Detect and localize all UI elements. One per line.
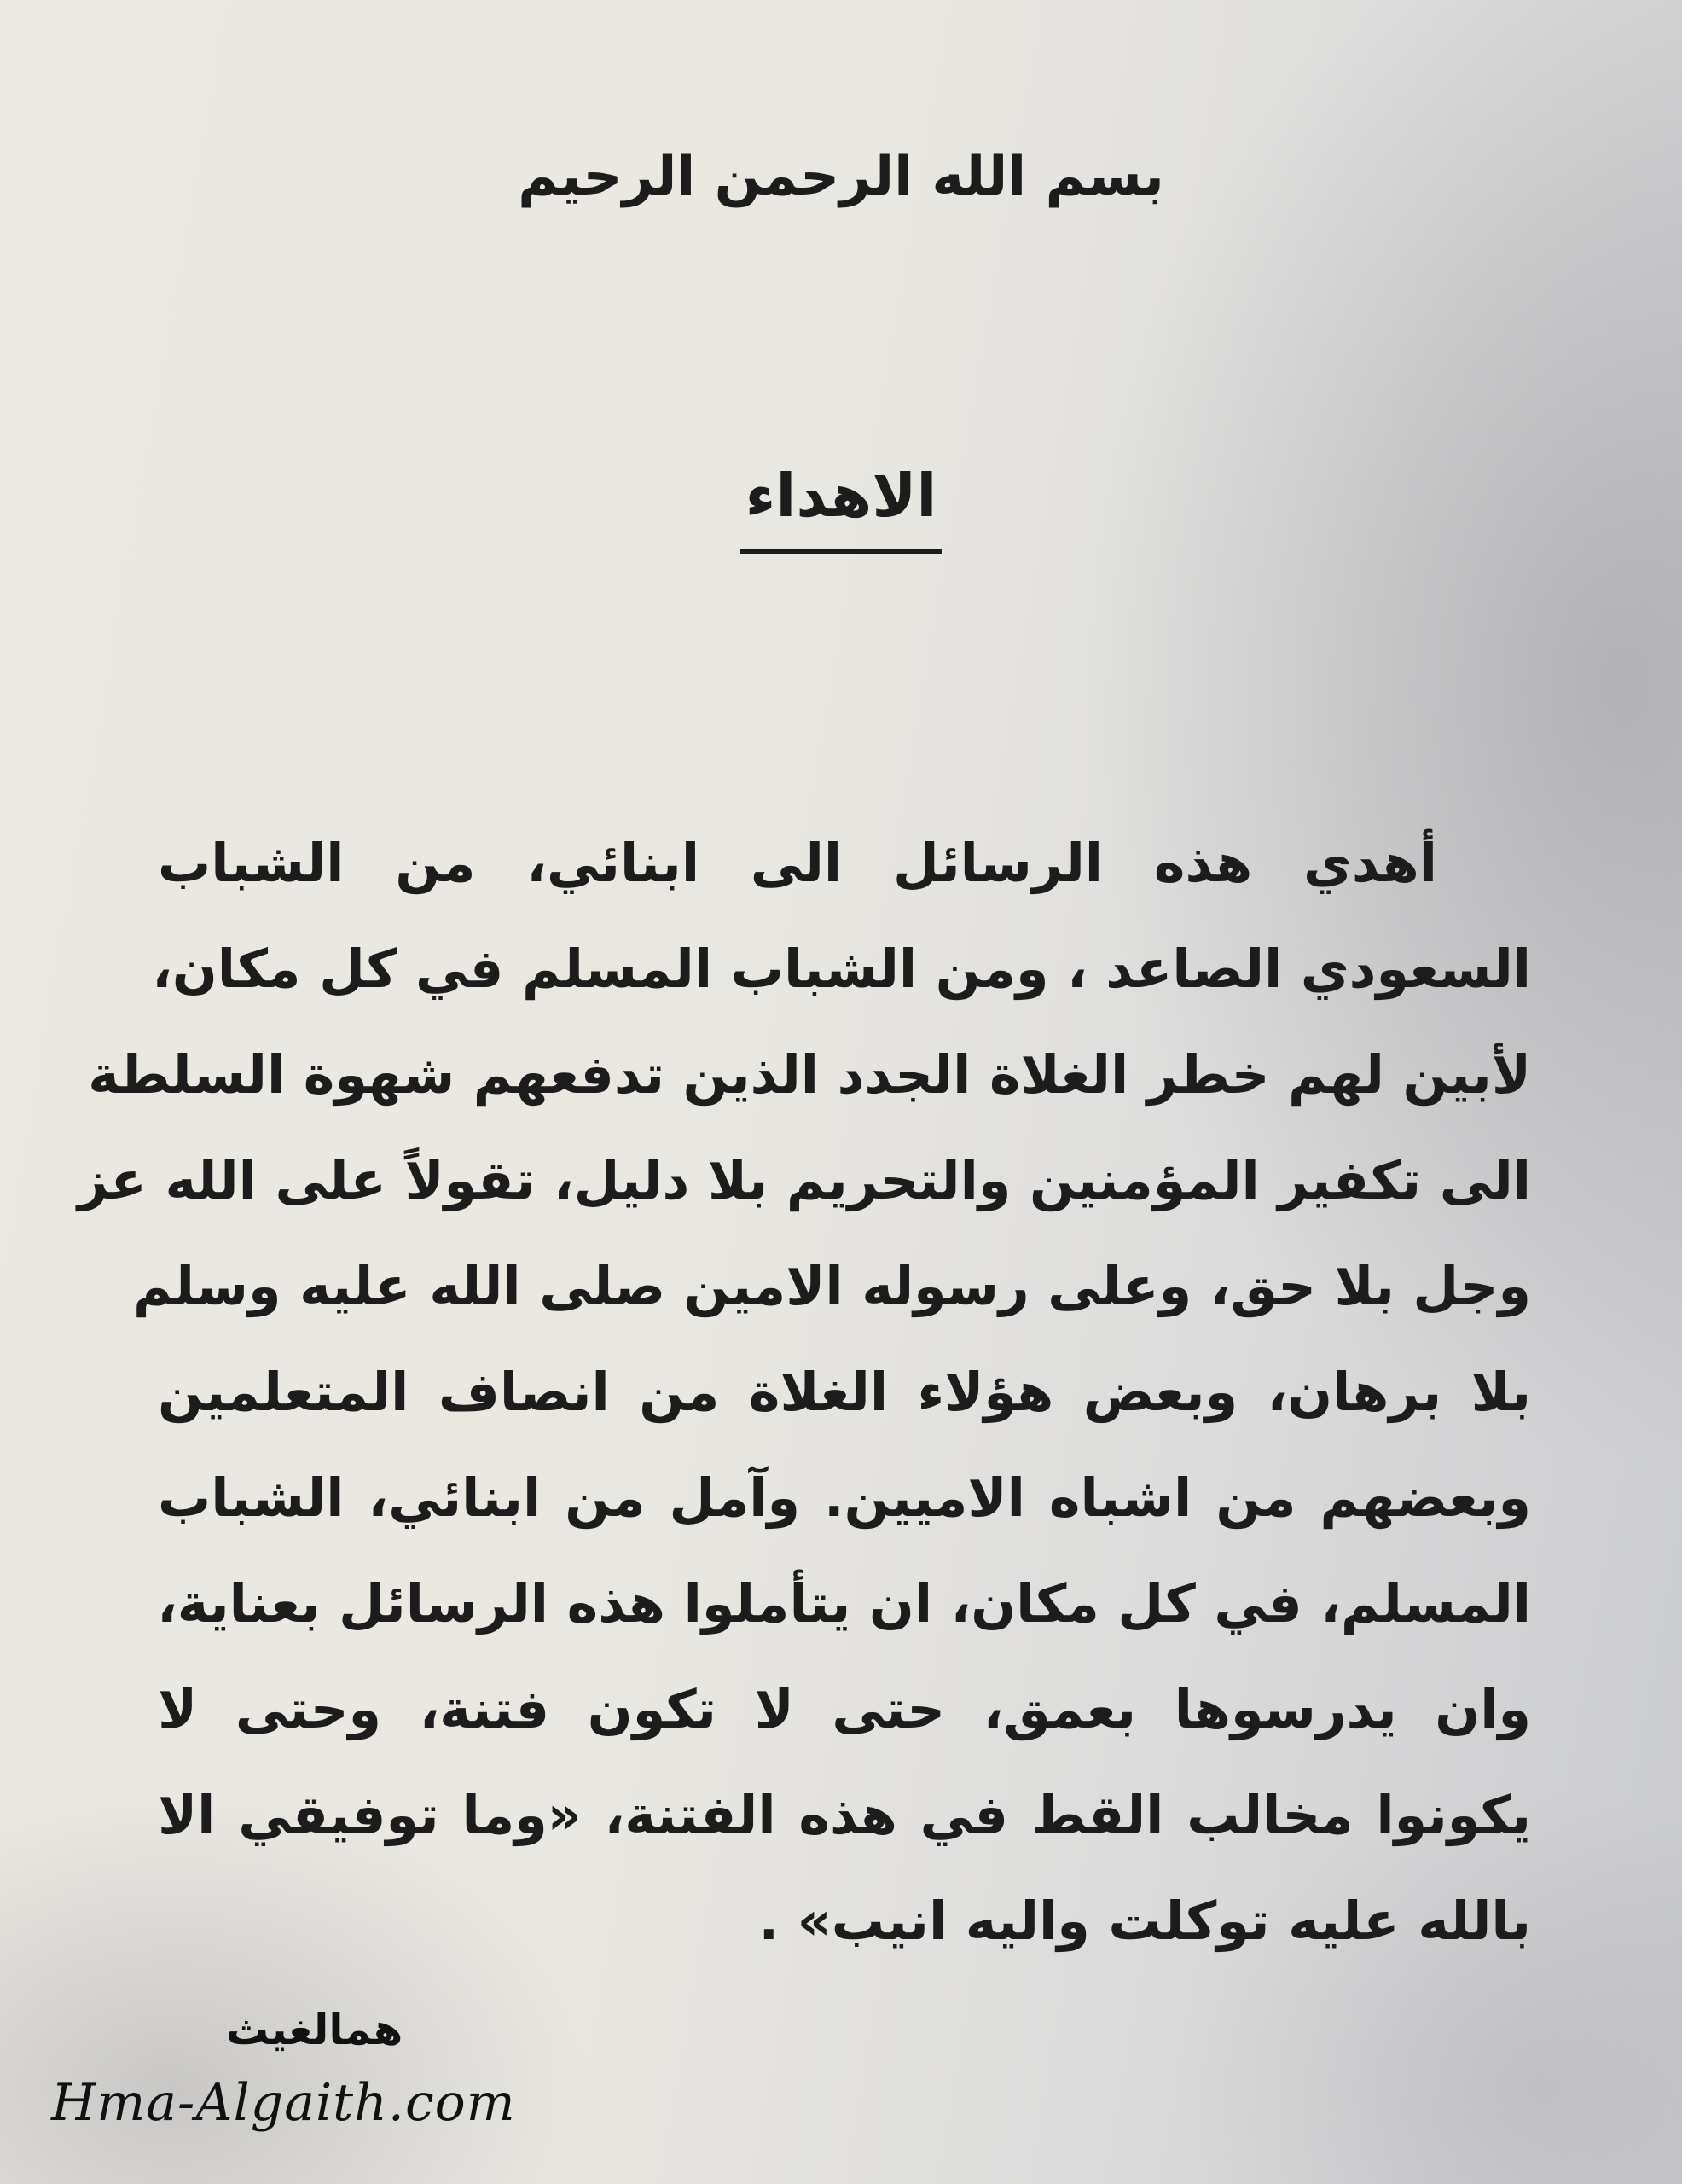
- paragraph-line-8: المسلم، في كل مكان، ان يتأملوا هذه الرسائل بعناية،: [157, 1572, 1531, 1635]
- paragraph-line-3: لأبين لهم خطر الغلاة الجدد الذين تدفعهم شهوة السلطة: [88, 1043, 1531, 1106]
- paragraph-line-7: وبعضهم من اشباه الاميين. وآمل من ابنائي، الشباب: [158, 1467, 1531, 1529]
- dedication-paragraph: [77, 810, 1531, 1974]
- paragraph-line-5: وجل بلا حق، وعلى رسوله الامين صلى الله عليه وسلم: [133, 1255, 1531, 1317]
- basmala-heading: بسم الله الرحمن الرحيم: [518, 145, 1164, 208]
- watermark-arabic: همالغيث: [226, 2005, 403, 2054]
- paragraph-line-9: وان يدرسوها بعمق، حتى لا تكون فتنة، وحتى لا: [158, 1678, 1531, 1740]
- paragraph-line-10: يكونوا مخالب القط في هذه الفتنة، «وما توفيقي الا: [158, 1784, 1531, 1846]
- paragraph-line-6: بلا برهان، وبعض هؤلاء الغلاة من انصاف المتعلمين: [158, 1361, 1531, 1423]
- dedication-title: [0, 461, 1682, 554]
- dedication-title-text: الاهداء: [740, 461, 942, 554]
- paragraph-line-1: أهدي هذه الرسائل الى ابنائي، من الشباب: [158, 832, 1437, 894]
- paragraph-line-11: بالله عليه توكلت واليه انيب» .: [758, 1890, 1531, 1952]
- paragraph-line-4: الى تكفير المؤمنين والتحريم بلا دليل، تقولاً على الله عز: [77, 1149, 1531, 1211]
- watermark-latin: Hma-Algaith.com: [51, 2073, 516, 2133]
- paragraph-line-2: السعودي الصاعد ، ومن الشباب المسلم في كل مكان،: [152, 938, 1531, 1000]
